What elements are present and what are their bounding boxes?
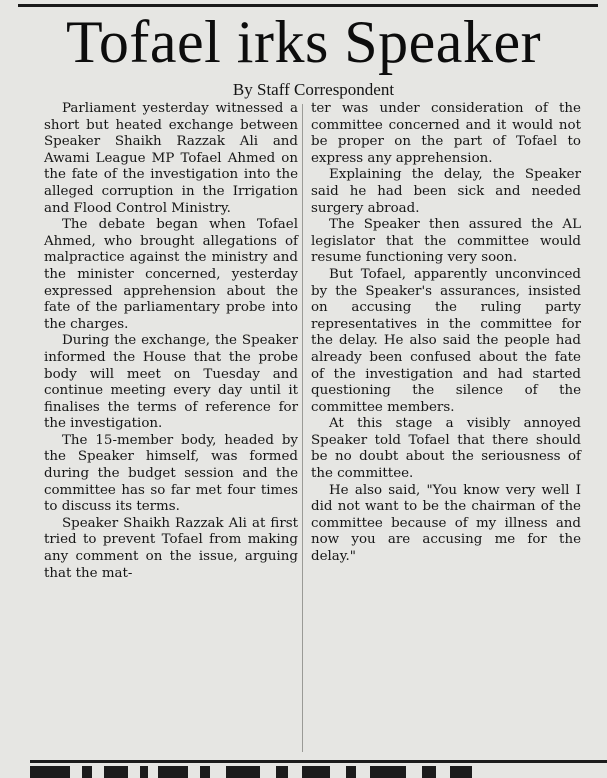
next-article-fragment <box>30 760 607 778</box>
paragraph: During the exchange, the Speaker informed the House that the probe body will meet on Tuesday and continue meeting every day until it finalises the terms of reference for the investigation. <box>44 333 298 432</box>
paragraph: Parliament yesterday witnessed a short but heated exchange between Speaker Shaikh Razzak Ali and Awami League MP Tofael Ahmed on the fate of the investigation into the alleged corruption in the Irrigation and Flood Control Ministry. <box>44 101 298 216</box>
paragraph: He also said, "You know very well I did not want to be the chairman of the committee because of my illness and now you are accusing me for the delay." <box>311 482 581 565</box>
paragraph: But Tofael, apparently unconvinced by the Speaker's assurances, insisted on accusing the ruling party representatives in the committee for the delay. He also said the people had already been confused about the fate of the investigation and had started questioning the silence of the committee members. <box>311 266 581 415</box>
left-column <box>44 101 298 582</box>
paragraph: The debate began when Tofael Ahmed, who brought allegations of malpractice against the ministry and the minister concerned, yesterday expressed apprehension about the fate of the parliamentary probe into the charges. <box>44 217 298 332</box>
cropped-headline-glyphs <box>30 766 607 778</box>
byline: By Staff Correspondent <box>232 80 395 99</box>
paragraph: Explaining the delay, the Speaker said he had been sick and needed surgery abroad. <box>311 167 581 216</box>
paragraph: ter was under consideration of the committee concerned and it would not be proper on the part of Tofael to express any apprehension. <box>311 101 581 166</box>
paragraph: At this stage a visibly annoyed Speaker told Tofael that there should be no doubt about the seriousness of the committee. <box>311 416 581 482</box>
paragraph: The 15-member body, headed by the Speaker himself, was formed during the budget session and the committee has so far met four times to discuss its terms. <box>44 432 298 515</box>
column-divider <box>302 104 303 752</box>
top-rule <box>18 4 598 7</box>
right-column <box>311 101 581 566</box>
bottom-rule <box>30 760 607 763</box>
paragraph: Speaker Shaikh Razzak Ali at first tried to prevent Tofael from making any comment on the issue, arguing that the mat- <box>44 515 298 581</box>
paragraph: The Speaker then assured the AL legislator that the committee would resume functioning very soon. <box>311 217 581 266</box>
headline: Tofael irks Speaker <box>65 9 542 75</box>
